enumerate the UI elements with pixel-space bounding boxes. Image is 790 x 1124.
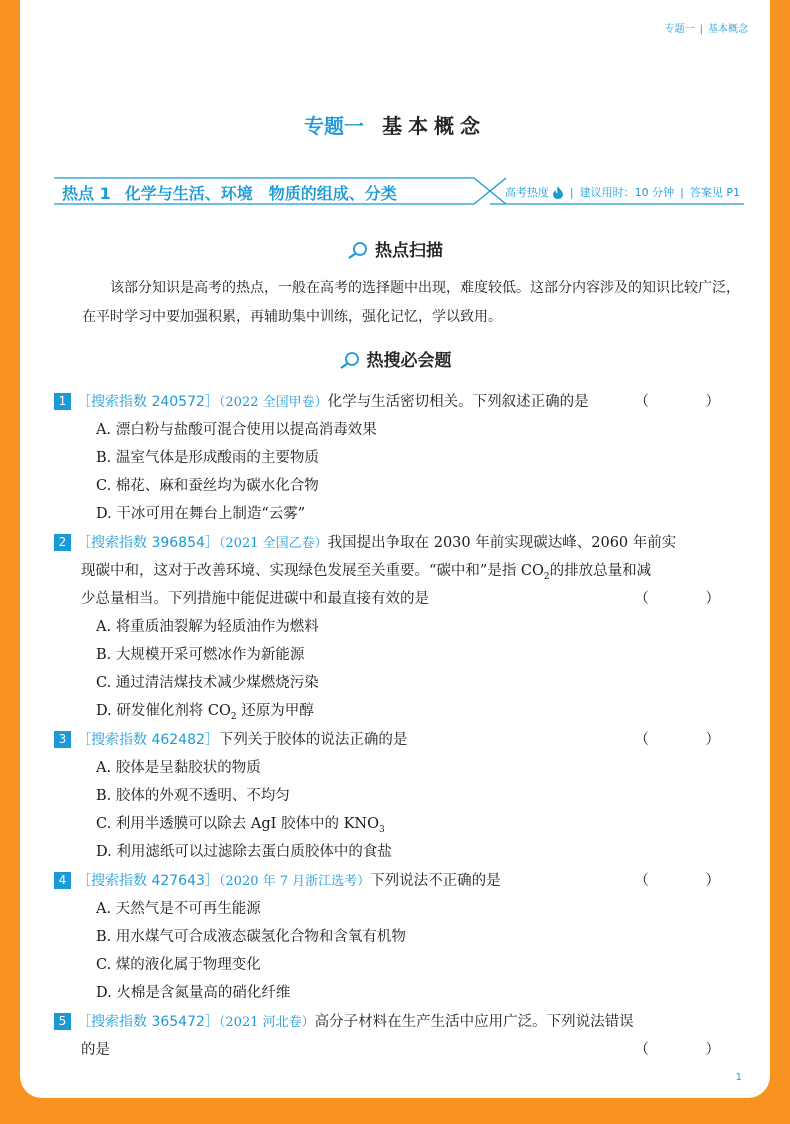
option-c-text: C. 利用半透膜可以除去 AgI 胶体中的 KNO bbox=[96, 816, 380, 832]
exam-source: （2020 年 7 月浙江选考） bbox=[218, 874, 371, 889]
question-stem bbox=[54, 529, 746, 557]
option-d-text: D. 研发催化剂将 CO bbox=[96, 703, 231, 719]
option-d: D. 火棉是含氮量高的硝化纤维 bbox=[96, 985, 291, 1001]
stem-text: 化学与生活密切相关。下列叙述正确的是 bbox=[327, 394, 589, 410]
title-prefix: 专题一 bbox=[304, 114, 364, 138]
question-5 bbox=[54, 1008, 746, 1064]
option-d bbox=[54, 697, 746, 725]
page bbox=[20, 0, 770, 1098]
answer-blank: （ ） bbox=[634, 1042, 746, 1058]
question-stem bbox=[54, 867, 746, 895]
answer-ref: 答案见 P1 bbox=[689, 186, 740, 199]
question-2 bbox=[54, 529, 746, 725]
question-4 bbox=[54, 867, 746, 1007]
subscript: 3 bbox=[379, 824, 385, 835]
search-index: ［搜索指数 240572］ bbox=[77, 394, 219, 410]
question-number: 3 bbox=[54, 731, 71, 748]
search-index: ［搜索指数 365472］ bbox=[77, 1014, 219, 1030]
stem-text: 现碳中和，这对于改善环境、实现绿色发展至关重要。“碳中和”是指 CO bbox=[81, 563, 544, 579]
option-a: A. 胶体是呈黏胶状的物质 bbox=[96, 760, 261, 776]
subscript: 2 bbox=[543, 571, 550, 582]
stem-continuation bbox=[54, 585, 746, 613]
stem-text: 的排放总量和减 bbox=[549, 563, 652, 579]
question-stem bbox=[54, 726, 746, 754]
hot-point-title bbox=[62, 181, 397, 204]
flame-icon bbox=[552, 186, 564, 199]
running-header bbox=[665, 20, 748, 35]
stem-continuation bbox=[54, 557, 746, 585]
option-c bbox=[54, 810, 746, 838]
meta-divider: | bbox=[680, 185, 684, 199]
hot-point-number: 热点 1 bbox=[62, 184, 111, 203]
option-d: D. 利用滤纸可以过滤除去蛋白质胶体中的食盐 bbox=[96, 844, 392, 860]
stem-text: 下列关于胶体的说法正确的是 bbox=[218, 732, 408, 748]
option-b: B. 大规模开采可燃冰作为新能源 bbox=[96, 647, 305, 663]
section-hot-scan-label: 热点扫描 bbox=[375, 241, 443, 261]
suggested-time: 建议用时：10 分钟 bbox=[579, 186, 675, 199]
header-separator: | bbox=[699, 24, 703, 35]
answer-blank: （ ） bbox=[634, 732, 746, 748]
title-main: 基本概念 bbox=[382, 114, 486, 138]
page-title bbox=[20, 110, 770, 139]
subscript: 2 bbox=[230, 711, 237, 722]
question-stem bbox=[54, 1008, 746, 1036]
section-hot-search bbox=[20, 346, 770, 371]
option-b: B. 胶体的外观不透明、不均匀 bbox=[96, 788, 290, 804]
stem-text: 的是 bbox=[81, 1042, 110, 1058]
question-number: 2 bbox=[54, 534, 71, 551]
option-d: D. 干冰可用在舞台上制造“云雾” bbox=[96, 506, 306, 522]
search-index: ［搜索指数 396854］ bbox=[77, 535, 219, 551]
hot-point-bar bbox=[54, 176, 744, 206]
option-d-text: 还原为甲醇 bbox=[241, 703, 314, 719]
question-number: 5 bbox=[54, 1013, 71, 1030]
search-index: ［搜索指数 462482］ bbox=[77, 732, 219, 748]
option-c: C. 通过清洁煤技术减少煤燃烧污染 bbox=[96, 675, 319, 691]
stem-text: 少总量相当。下列措施中能促进碳中和最直接有效的是 bbox=[81, 591, 429, 607]
option-b: B. 温室气体是形成酸雨的主要物质 bbox=[96, 450, 319, 466]
answer-blank: （ ） bbox=[634, 873, 746, 889]
option-c: C. 煤的液化属于物理变化 bbox=[96, 957, 261, 973]
header-chapter: 专题一 bbox=[664, 24, 695, 35]
hot-point-title-2: 物质的组成、分类 bbox=[268, 184, 397, 203]
option-a: A. 将重质油裂解为轻质油作为燃料 bbox=[96, 619, 319, 635]
option-c: C. 棉花、麻和蚕丝均为碳水化合物 bbox=[96, 478, 319, 494]
exam-source: （2022 全国甲卷） bbox=[218, 395, 328, 410]
answer-blank: （ ） bbox=[634, 591, 746, 607]
option-b: B. 用水煤气可合成液态碳氢化合物和含氧有机物 bbox=[96, 929, 406, 945]
question-1 bbox=[54, 388, 746, 528]
meta-divider: | bbox=[569, 185, 574, 199]
search-index: ［搜索指数 427643］ bbox=[77, 873, 219, 889]
exam-source: （2021 河北卷） bbox=[218, 1015, 315, 1030]
question-number: 1 bbox=[54, 393, 71, 410]
option-a: A. 天然气是不可再生能源 bbox=[96, 901, 261, 917]
intro-paragraph: 该部分知识是高考的热点，一般在高考的选择题中出现，难度较低。这部分内容涉及的知识比较广泛，在平时学习中要加强积累，再辅助集中训练，强化记忆，学以致用。 bbox=[82, 280, 740, 325]
stem-text: 我国提出争取在 2030 年前实现碳达峰、2060 年前实 bbox=[327, 535, 677, 551]
stem-continuation bbox=[54, 1036, 746, 1064]
stem-text: 高分子材料在生产生活中应用广泛。下列说法错误 bbox=[314, 1014, 634, 1030]
question-stem bbox=[54, 388, 746, 416]
magnifier-icon bbox=[339, 351, 361, 369]
section-hot-scan bbox=[20, 236, 770, 261]
header-topic: 基本概念 bbox=[708, 24, 748, 35]
option-a: A. 漂白粉与盐酸可混合使用以提高消毒效果 bbox=[96, 422, 377, 438]
answer-blank: （ ） bbox=[634, 394, 746, 410]
heat-label: 高考热度 bbox=[504, 186, 549, 199]
hot-point-title-1: 化学与生活、环境 bbox=[124, 184, 253, 203]
question-3 bbox=[54, 726, 746, 866]
magnifier-icon bbox=[347, 241, 369, 259]
section-hot-search-label: 热搜必会题 bbox=[366, 351, 452, 371]
hot-point-meta bbox=[505, 184, 740, 200]
page-number: 1 bbox=[735, 1072, 742, 1083]
exam-source: （2021 全国乙卷） bbox=[218, 536, 328, 551]
stem-text: 下列说法不正确的是 bbox=[370, 873, 501, 889]
question-number: 4 bbox=[54, 872, 71, 889]
